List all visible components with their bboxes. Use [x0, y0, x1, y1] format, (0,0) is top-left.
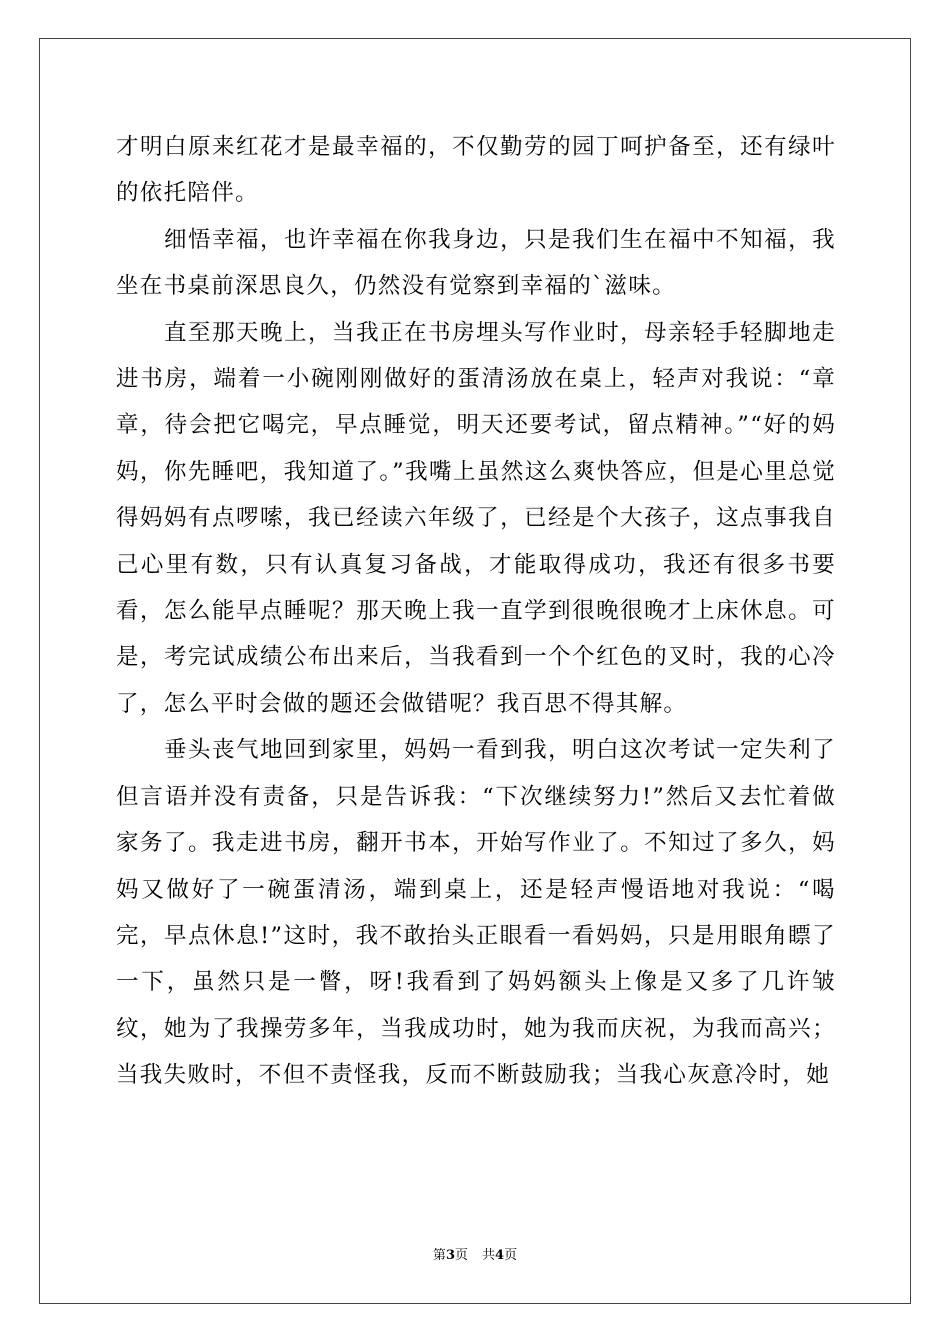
paragraph-4: 垂头丧气地回到家里，妈妈一看到我，明白这次考试一定失利了但言语并没有责备，只是告诉我：“下次继续努力!”然后又去忙着做家务了。我走进书房，翻开书本，开始写作业了。不知过了多久，妈妈又做好了一碗蛋清汤，端到桌上，还是轻声慢语地对我说：“喝完，早点休息!”这时，我不敢抬头正眼看一看妈妈，只是用眼角瞟了一下，虽然只是一瞥，呀!我看到了妈妈额头上像是又多了几许皱纹，她为了我操劳多年，当我成功时，她为我而庆祝，为我而高兴；当我失败时，不但不责怪我，反而不断鼓励我；当我心灰意冷时，她: [116, 737, 836, 1089]
paragraph-1: 才明白原来红花才是最幸福的，不仅勤劳的园丁呵护备至，还有绿叶的依托陪伴。: [116, 134, 836, 207]
page-number-prefix: 第: [432, 1248, 446, 1263]
total-pages-prefix: 共: [482, 1248, 496, 1263]
paragraph-3: 直至那天晚上，当我正在书房埋头写作业时，母亲轻手轻脚地走进书房，端着一小碗刚刚做好的蛋清汤放在桌上，轻声对我说：“章章，待会把它喝完，早点睡觉，明天还要考试，留点精神。”“好的妈妈，你先睡吧，我知道了。”我嘴上虽然这么爽快答应，但是心里总觉得妈妈有点啰嗦，我已经读六年级了，已经是个大孩子，这点事我自己心里有数，只有认真复习备战，才能取得成功，我还有很多书要看，怎么能早点睡呢？那天晚上我一直学到很晚很晚才上床休息。可是，考完试成绩公布出来后，当我看到一个个红色的叉时，我的心冷了，怎么平时会做的题还会做错呢？我百思不得其解。: [116, 319, 836, 717]
paragraph-2: 细悟幸福，也许幸福在你我身边，只是我们生在福中不知福，我坐在书桌前深思良久，仍然没有觉察到幸福的`滋味。: [116, 226, 836, 300]
total-pages-number: 4: [495, 1248, 505, 1263]
page-footer: [0, 1247, 950, 1265]
document-body: [116, 124, 836, 1099]
current-page-number: 3: [445, 1248, 455, 1263]
total-pages-suffix: 页: [504, 1248, 518, 1263]
page-number-suffix: 页: [454, 1248, 468, 1263]
